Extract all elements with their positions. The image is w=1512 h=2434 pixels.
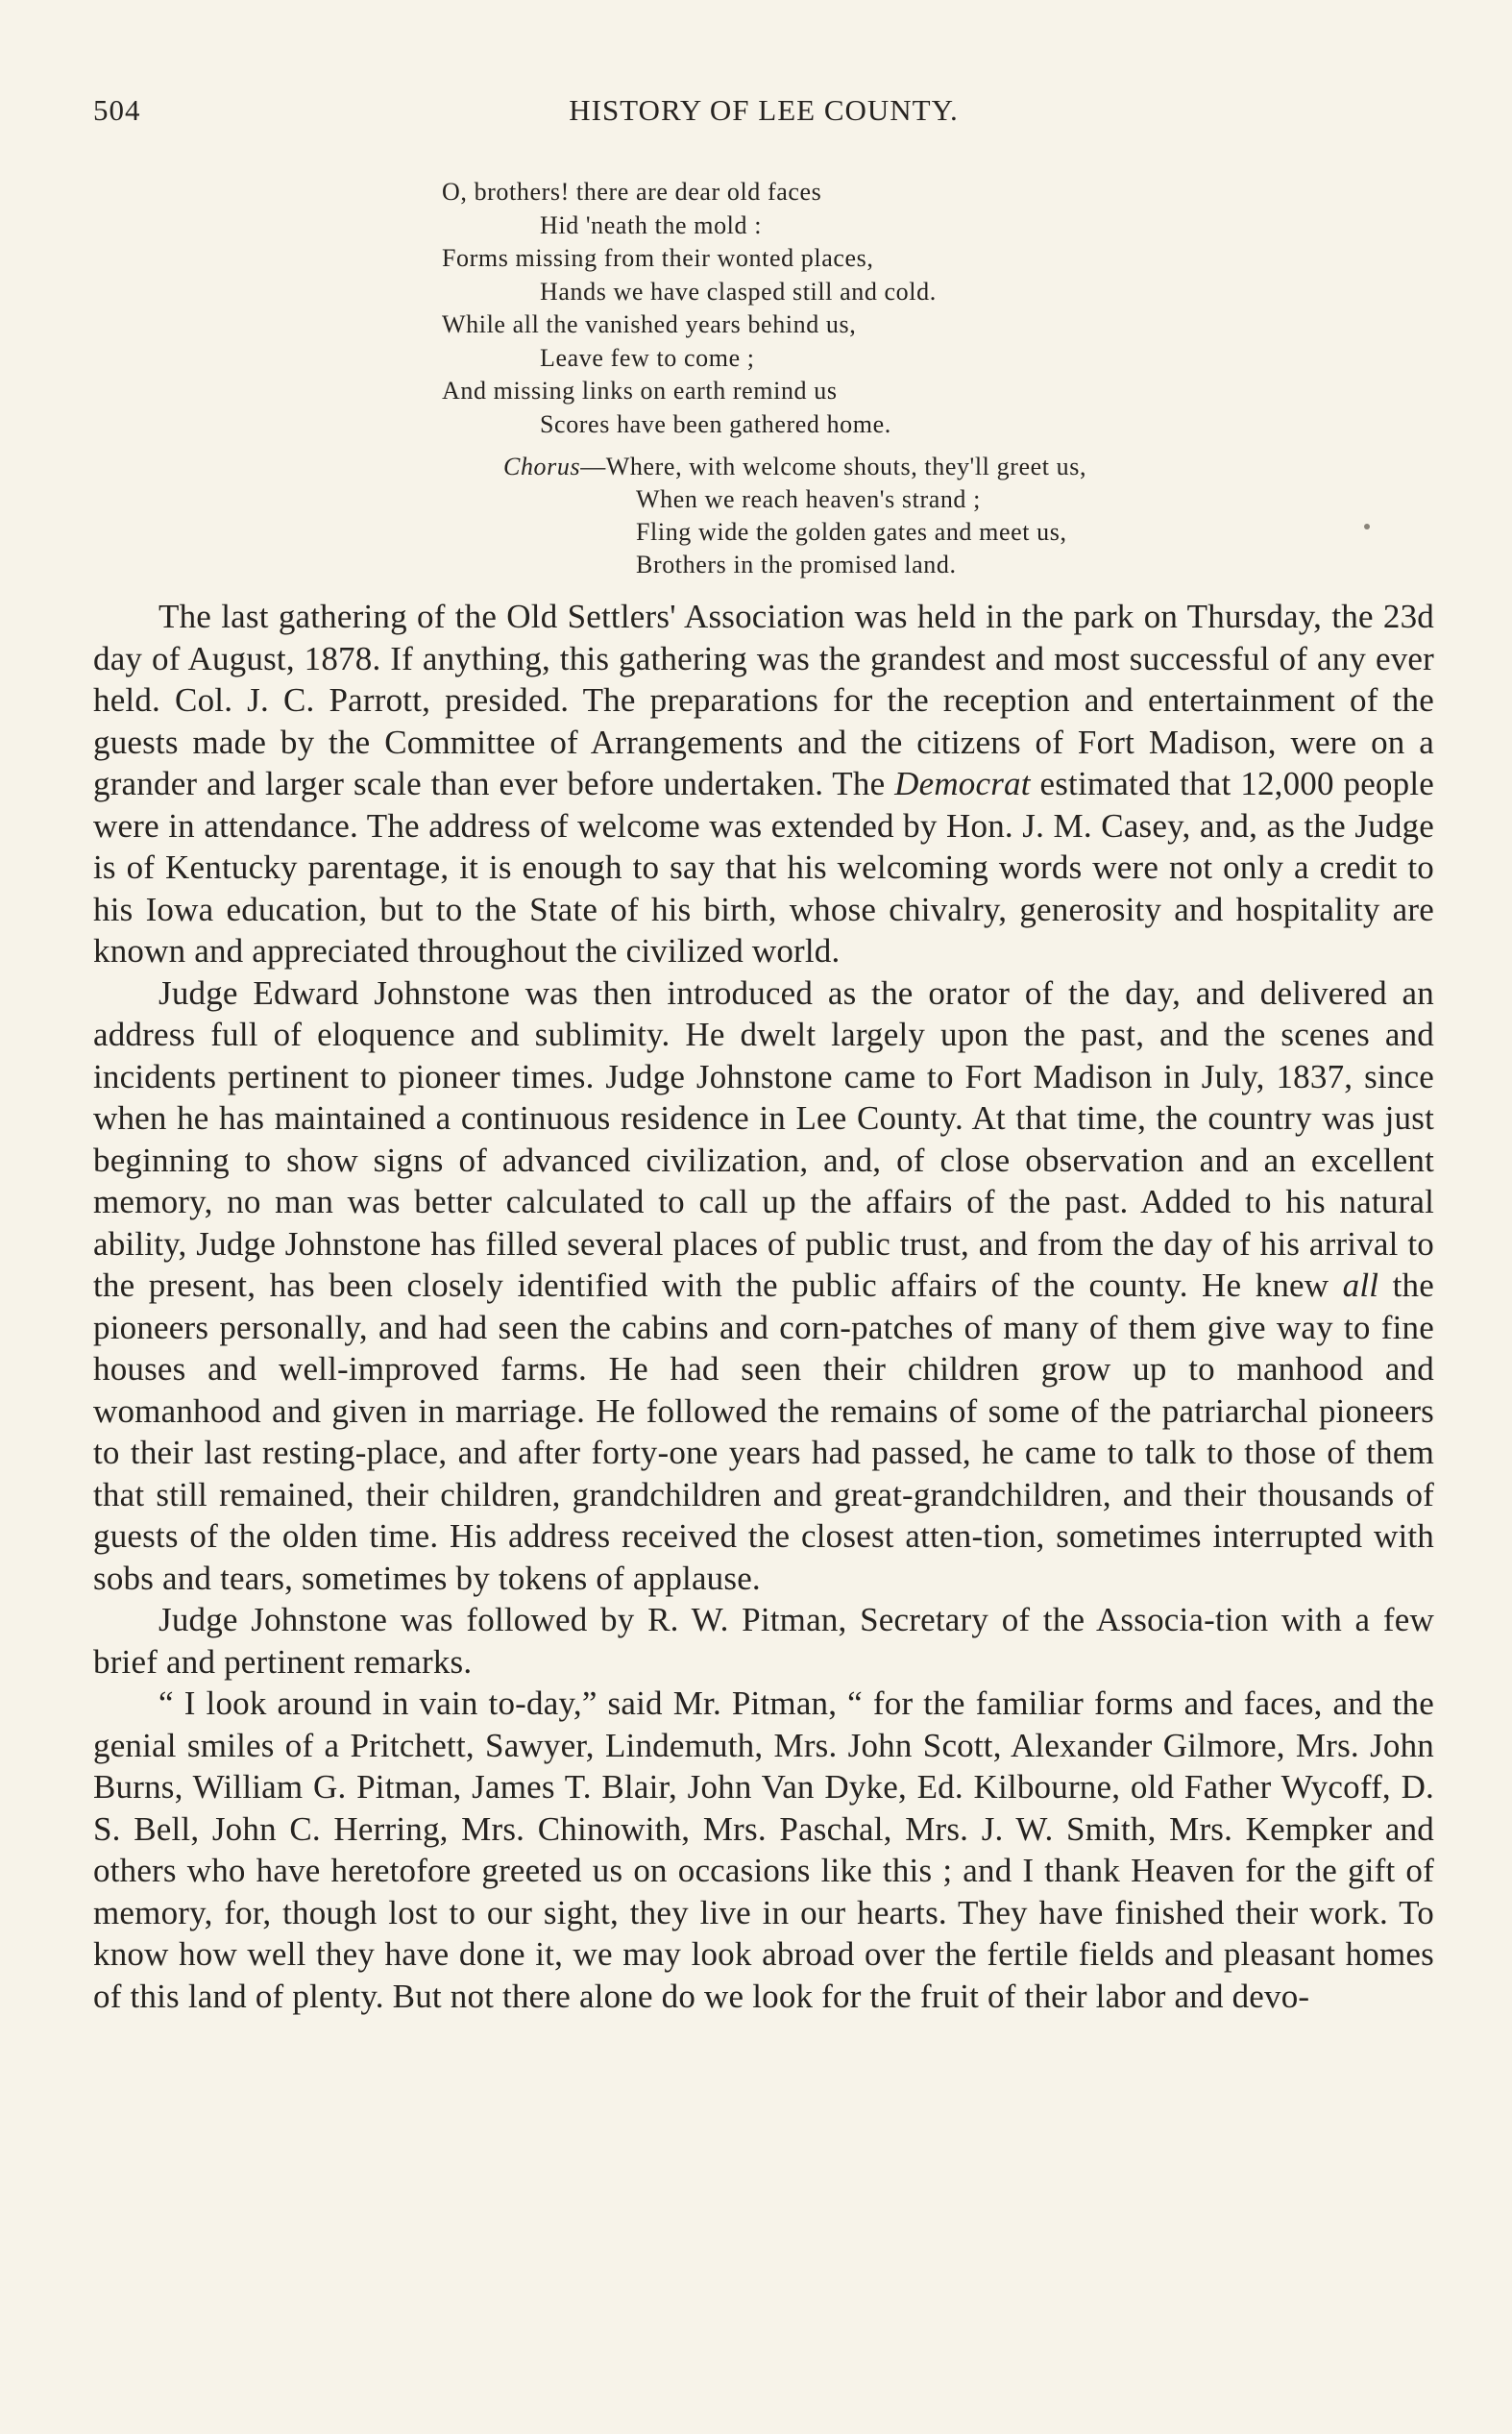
chorus-label: Chorus xyxy=(503,453,581,480)
paragraph-text: The last gathering of the Old Settlers' Association was held in the park on Thursday, the 23d day of August, 1878. If anything, this gathering was the grandest and most successful of any ever held. Col. J. C. Parrott, presided. The preparations for the reception and entertainment of the guests made by the Committee of Arrangements and the citizens of Fort Madison, were on a grander and larger scale than ever before undertaken. The xyxy=(93,598,1434,802)
poem-line: Leave few to come ; xyxy=(540,343,755,372)
chorus-first-line xyxy=(503,451,1306,483)
poem xyxy=(442,176,1306,581)
poem-line: Scores have been gathered home. xyxy=(540,409,891,438)
page-header xyxy=(93,93,1434,141)
chorus-line-text: —Where, with welcome shouts, they'll greet us, xyxy=(580,453,1087,480)
paragraph-text: Judge Edward Johnstone was then introduced as the orator of the day, and delivered an address full of eloquence and sublimity. He dwelt largely upon the past, and the scenes and incidents pertinent to pioneer times. Judge Johnstone came to Fort Madison in July, 1837, since when he has maintained a continuous residence in Lee County. At that time, the country was just beginning to show signs of advanced civilization, and, of close observation and an excellent memory, no man was better calculated to call up the affairs of the past. Added to his natural ability, Judge Johnstone has filled several places of public trust, and from the day of his arrival to the present, has been closely identified with the public affairs of the county. He knew xyxy=(93,973,1434,1304)
body-text xyxy=(93,596,1434,2017)
italic-text: all xyxy=(1342,1266,1379,1304)
chorus-line: Brothers in the promised land. xyxy=(636,551,957,578)
printing-speck xyxy=(1364,524,1370,529)
paragraph-1 xyxy=(93,596,1434,972)
paragraph-4: “ I look around in vain to-day,” said Mr. Pitman, “ for the familiar forms and faces, and the genial smiles of a Pritchett, Sawyer, Lindemuth, Mrs. John Scott, Alexander Gilmore, Mrs. John Burns, William G. Pitman, James T. Blair, John Van Dyke, Ed. Kilbourne, old Father Wycoff, D. S. Bell, John C. Herring, Mrs. Chinowith, Mrs. Paschal, Mrs. J. W. Smith, Mrs. Kempker and others who have heretofore greeted us on occasions like this ; and I thank Heaven for the gift of memory, for, though lost to our sight, they live in our hearts. They have finished their work. To know how well they have done it, we may look abroad over the fertile fields and pleasant homes of this land of plenty. But not there alone do we look for the fruit of their labor and devo- xyxy=(93,1684,1434,2015)
paragraph-2 xyxy=(93,972,1434,1600)
page-number: 504 xyxy=(93,93,141,127)
poem-line: And missing links on earth remind us xyxy=(442,377,838,405)
poem-chorus xyxy=(503,451,1306,581)
paragraph-3: Judge Johnstone was followed by R. W. Pitman, Secretary of the Associa-tion with a few brief and pertinent remarks. xyxy=(93,1601,1434,1681)
poem-line: Hands we have clasped still and cold. xyxy=(540,277,937,306)
paragraph-text: the pioneers personally, and had seen the cabins and corn-patches of many of them give way to fine houses and well-improved farms. He had seen their children grow up to manhood and womanhood and given in marriage. He followed the remains of some of the patriarchal pioneers to their last resting-place, and after forty-one years had passed, he came to talk to those of them that still remained, their children, grandchildren and great-grandchildren, and their thousands of guests of the olden time. His address received the closest atten-tion, sometimes interrupted with sobs and tears, sometimes by tokens of applause. xyxy=(93,1266,1434,1597)
paragraph-text: estimated that 12,000 people were in attendance. The address of welcome was extended by Hon. J. M. Casey, and, as the Judge is of Kentucky parentage, it is enough to say that his welcoming words were not only a credit to his Iowa education, but to the State of his birth, whose chivalry, generosity and hospitality are known and appreciated throughout the civilized world. xyxy=(93,765,1434,970)
poem-line: While all the vanished years behind us, xyxy=(442,310,857,338)
poem-line: O, brothers! there are dear old faces xyxy=(442,178,822,206)
chorus-line: Fling wide the golden gates and meet us, xyxy=(636,518,1067,546)
poem-line: Hid 'neath the mold : xyxy=(540,210,763,239)
running-title: HISTORY OF LEE COUNTY. xyxy=(569,93,959,127)
italic-text: Democrat xyxy=(894,765,1031,802)
chorus-line: When we reach heaven's strand ; xyxy=(636,485,981,513)
poem-line: Forms missing from their wonted places, xyxy=(442,244,874,272)
